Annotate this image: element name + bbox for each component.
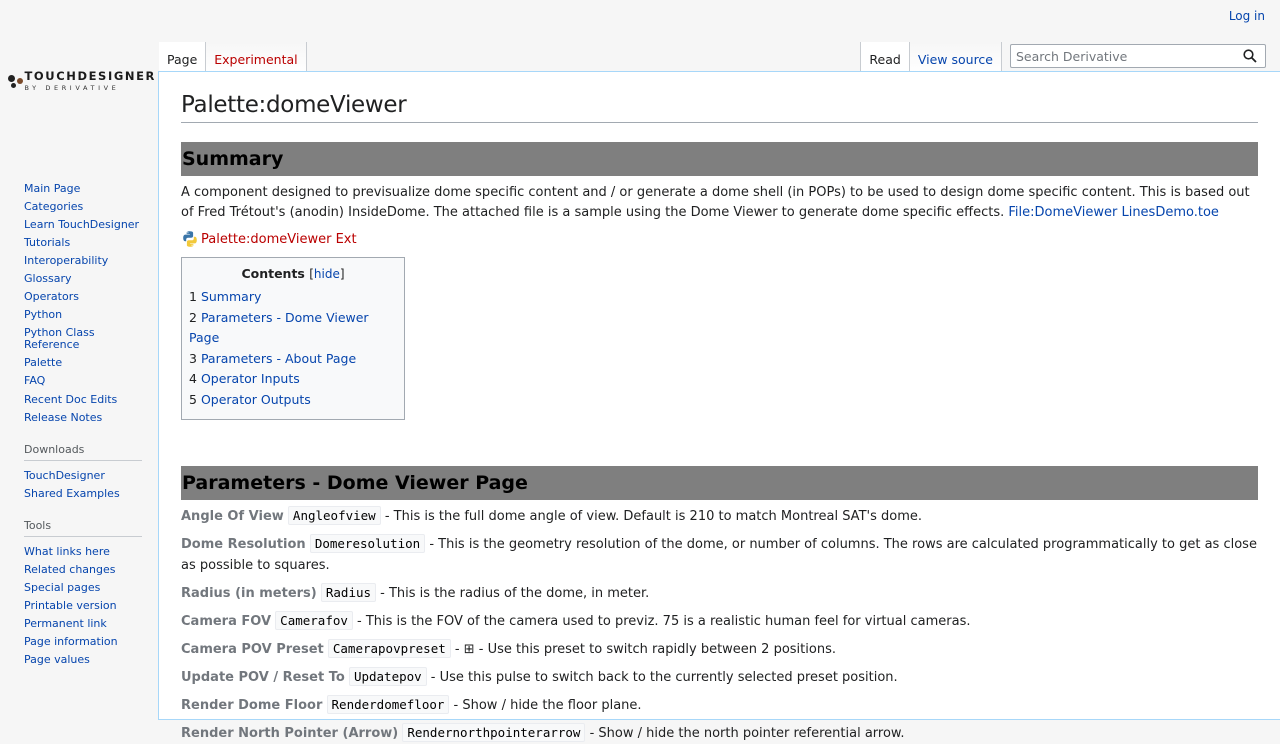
sidebar-item-what-links-here[interactable]: What links here	[24, 544, 110, 558]
sidebar-tools	[24, 519, 142, 669]
parameter-list	[181, 505, 1258, 744]
parameter-item	[181, 582, 1258, 604]
parameter-name: Radius (in meters)	[181, 586, 317, 601]
tab-experimental[interactable]: Experimental	[206, 42, 306, 72]
sidebar-item-tutorials[interactable]: Tutorials	[24, 235, 71, 249]
summary-paragraph	[181, 183, 1258, 223]
parameter-code: Angleofview	[288, 506, 381, 525]
parameter-description: - This is the full dome angle of view. Default is 210 to match Montreal SAT's dome.	[380, 509, 922, 524]
login-link[interactable]: Log in	[1228, 9, 1265, 23]
parameter-name: Camera POV Preset	[181, 642, 324, 657]
parameter-item	[181, 722, 1258, 744]
sidebar-item-faq[interactable]: FAQ	[24, 374, 46, 388]
parameter-code: Camerapovpreset	[328, 639, 451, 658]
extension-link[interactable]: Palette:domeViewer Ext	[201, 231, 357, 247]
main-content	[158, 71, 1280, 741]
sidebar-item-categories[interactable]: Categories	[24, 199, 84, 213]
touchdesigner-logo-icon	[6, 71, 18, 91]
parameter-code: Camerafov	[275, 611, 353, 630]
table-of-contents: Contents [hide] 1 Summary 2 Parameters - Dome Viewer Page 3 Parameters - About Page 4 Operator Inputs 5 Operator Outputs	[181, 257, 405, 420]
parameter-description: - ⊞ - Use this preset to switch rapidly between 2 positions.	[450, 642, 836, 657]
parameter-name: Camera FOV	[181, 614, 272, 629]
sidebar-item-shared-examples[interactable]: Shared Examples	[24, 486, 120, 500]
toc-link-operator-inputs[interactable]: Operator Inputs	[200, 371, 300, 386]
sidebar-item-related-changes[interactable]: Related changes	[24, 562, 116, 576]
sidebar	[0, 180, 158, 669]
sidebar-item-operators[interactable]: Operators	[24, 289, 79, 303]
parameter-code: Rendernorthpointerarrow	[402, 723, 585, 742]
toc-item: 2 Parameters - Dome Viewer Page	[189, 309, 369, 345]
search-box	[1010, 44, 1266, 68]
personal-tools	[1229, 9, 1265, 23]
sidebar-item-recent-doc-edits[interactable]: Recent Doc Edits	[24, 392, 118, 406]
parameter-item	[181, 638, 1258, 660]
sidebar-item-page-values[interactable]: Page values	[24, 652, 90, 666]
parameter-code: Updatepov	[349, 667, 427, 686]
toc-title: Contents	[241, 266, 305, 281]
search-icon	[1243, 49, 1257, 63]
toc-item: 4 Operator Inputs	[189, 371, 300, 386]
tab-read[interactable]: Read	[860, 42, 909, 72]
parameter-item	[181, 505, 1258, 527]
summary-heading: Summary	[181, 142, 1258, 176]
toc-hide-toggle[interactable]: hide	[313, 267, 340, 281]
parameter-item	[181, 533, 1258, 576]
search-button[interactable]	[1236, 45, 1264, 67]
parameters-heading: Parameters - Dome Viewer Page	[181, 466, 1258, 500]
tab-view-source[interactable]: View source	[910, 42, 1002, 72]
parameter-name: Render Dome Floor	[181, 698, 323, 713]
parameter-name: Render North Pointer (Arrow)	[181, 726, 399, 741]
sidebar-item-interoperability[interactable]: Interoperability	[24, 253, 109, 267]
parameter-item	[181, 694, 1258, 716]
toc-link-operator-outputs[interactable]: Operator Outputs	[200, 391, 311, 407]
sidebar-item-palette[interactable]: Palette	[24, 356, 63, 370]
sidebar-item-permanent-link[interactable]: Permanent link	[24, 616, 107, 630]
sidebar-item-learn-touchdesigner[interactable]: Learn TouchDesigner	[24, 217, 140, 231]
sidebar-item-special-pages[interactable]: Special pages	[24, 580, 101, 594]
toc-link-parameters-about[interactable]: Parameters - About Page	[200, 350, 357, 366]
python-icon	[181, 230, 199, 248]
toc-item: 5 Operator Outputs	[189, 391, 311, 407]
tools-heading: Tools	[24, 519, 142, 537]
parameter-item	[181, 666, 1258, 688]
search-input[interactable]	[1011, 49, 1236, 64]
sidebar-downloads	[24, 443, 142, 503]
parameter-description: - Use this pulse to switch back to the currently selected preset position.	[426, 670, 898, 685]
parameter-description: - This is the geometry resolution of the dome, or number of columns. The rows are calculated programmatically to get as close as possible to squares.	[181, 537, 1257, 573]
sidebar-item-printable-version[interactable]: Printable version	[24, 598, 117, 612]
sidebar-navigation	[24, 180, 142, 427]
toc-item: 1 Summary	[189, 289, 262, 304]
parameter-description: - Show / hide the north pointer referential arrow.	[585, 726, 905, 741]
demo-file-link[interactable]: File:DomeViewer LinesDemo.toe	[1008, 205, 1219, 220]
parameter-code: Domeresolution	[310, 534, 425, 553]
view-tabs	[860, 42, 1002, 72]
parameter-description: - Show / hide the floor plane.	[449, 698, 642, 713]
parameter-item	[181, 610, 1258, 632]
parameter-code: Renderdomefloor	[327, 695, 450, 714]
parameter-description: - This is the radius of the dome, in meter.	[376, 586, 650, 601]
parameter-code: Radius	[321, 583, 376, 602]
logo-subtitle: BY DERIVATIVE	[24, 83, 120, 92]
sidebar-item-touchdesigner[interactable]: TouchDesigner	[24, 468, 105, 482]
parameter-description: - This is the FOV of the camera used to previz. 75 is a realistic human feel for virtual cameras.	[352, 614, 971, 629]
toc-link-summary[interactable]: Summary	[200, 289, 262, 304]
logo-title: TOUCHDESIGNER	[24, 69, 156, 83]
parameter-name: Angle Of View	[181, 509, 284, 524]
toc-link-parameters-dome-viewer[interactable]: Parameters - Dome Viewer Page	[189, 309, 369, 345]
downloads-heading: Downloads	[24, 443, 142, 461]
toc-item: 3 Parameters - About Page	[189, 350, 357, 366]
sidebar-item-release-notes[interactable]: Release Notes	[24, 410, 103, 424]
site-logo[interactable]	[6, 68, 156, 94]
sidebar-item-glossary[interactable]: Glossary	[24, 271, 72, 285]
sidebar-item-python-class-reference[interactable]: Python Class Reference	[24, 325, 95, 352]
extension-line	[181, 230, 1258, 248]
sidebar-item-python[interactable]: Python	[24, 307, 63, 321]
sidebar-item-page-information[interactable]: Page information	[24, 634, 118, 648]
parameter-name: Update POV / Reset To	[181, 670, 345, 685]
page-title: Palette:domeViewer	[181, 92, 1258, 123]
namespace-tabs	[159, 42, 307, 72]
tab-page[interactable]: Page	[159, 42, 206, 72]
parameter-name: Dome Resolution	[181, 537, 306, 552]
sidebar-item-main-page[interactable]: Main Page	[24, 181, 81, 195]
summary-text: A component designed to previsualize dome specific content and / or generate a dome shell (in POPs) to be used to design dome specific content. This is based out of Fred Trétout's (anodin) InsideDome. The attached file is a sample using the Dome Viewer to generate dome specific effects.	[181, 185, 1250, 220]
